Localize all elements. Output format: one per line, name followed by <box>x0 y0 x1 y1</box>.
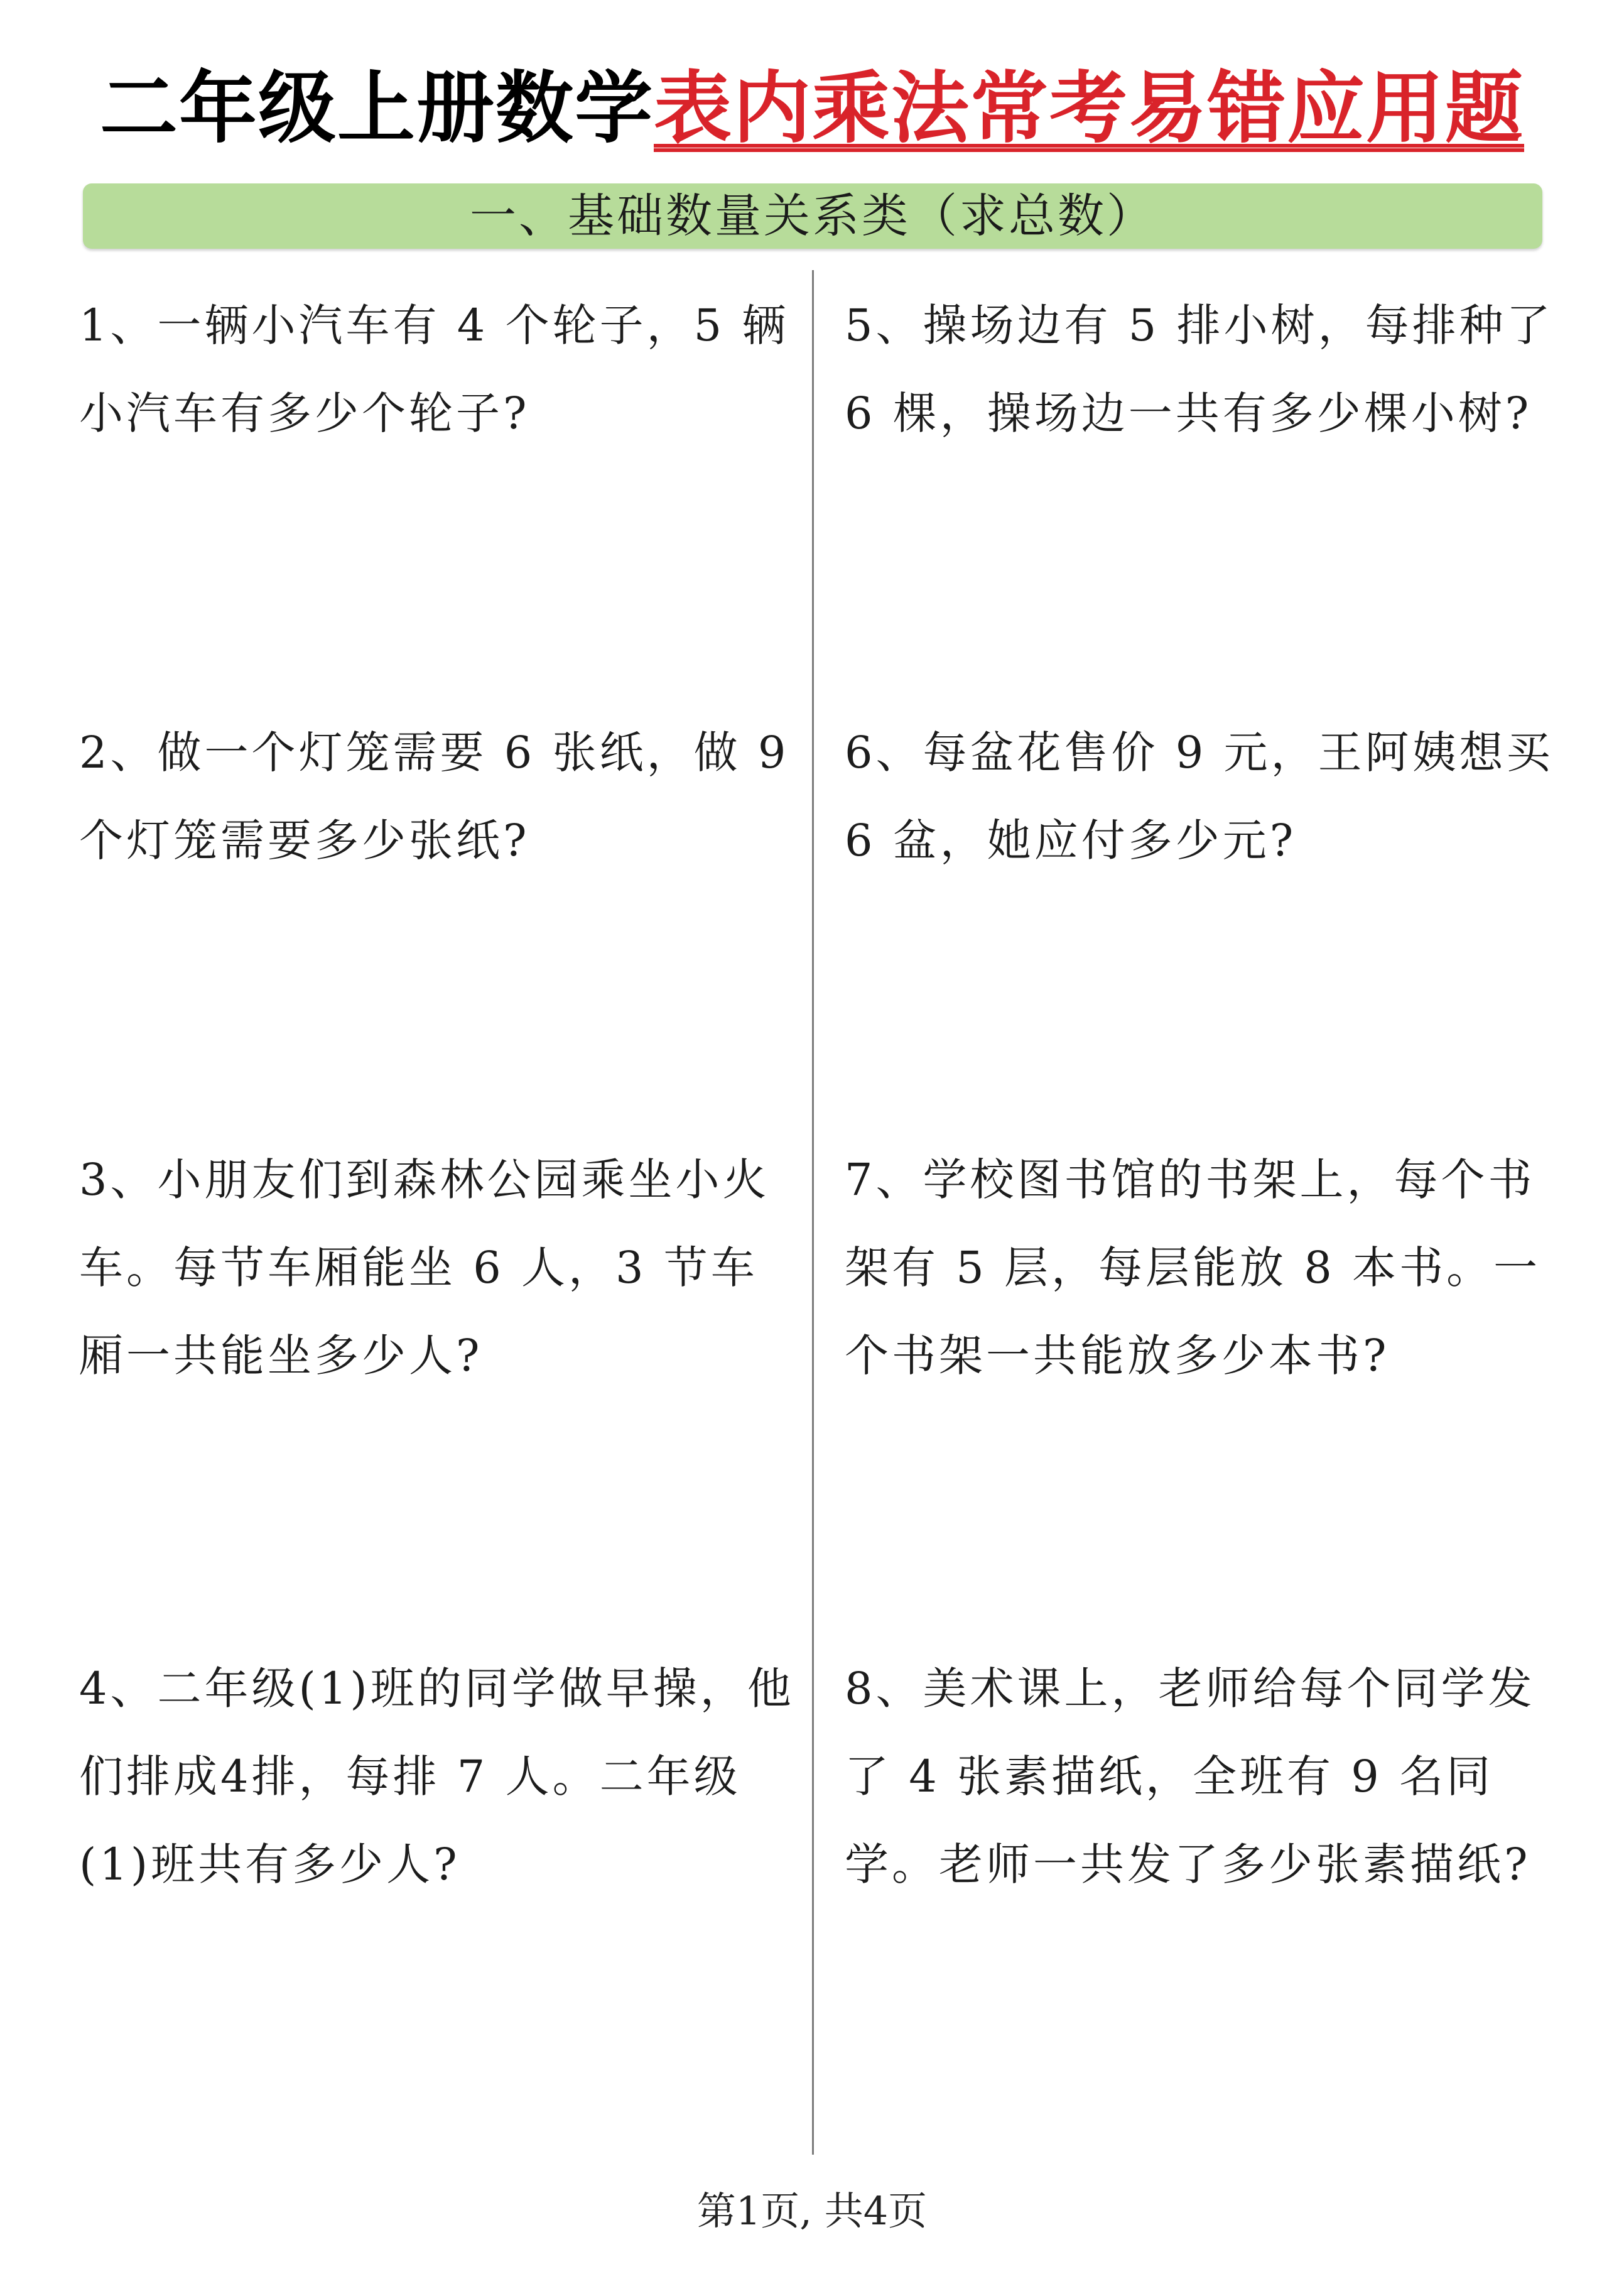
page-number: 第1页, 共4页 <box>696 2188 928 2234</box>
page-title <box>0 55 1624 162</box>
column-divider <box>812 270 814 2155</box>
page-title-grade: 二年级上册数学 <box>99 63 654 154</box>
question-3: 3、小朋友们到森林公园乘坐小火车。每节车厢能坐 6 人，3 节车厢一共能坐多少人? <box>79 1154 770 1381</box>
section-heading: 一、基础数量关系类（求总数） <box>83 183 1542 249</box>
question-2: 2、做一个灯笼需要 6 张纸，做 9 个灯笼需要多少张纸? <box>79 727 789 866</box>
question-5: 5、操场边有 5 排小树，每排种了 6 棵，操场边一共有多少棵小树? <box>845 300 1554 439</box>
question-7: 7、学校图书馆的书架上，每个书架有 5 层，每层能放 8 本书。一个书架一共能放多少本书? <box>845 1154 1541 1381</box>
question-6: 6、每盆花售价 9 元，王阿姨想买 6 盆，她应付多少元? <box>845 727 1554 866</box>
question-1: 1、一辆小汽车有 4 个轮子，5 辆小汽车有多少个轮子? <box>79 300 789 439</box>
question-4: 4、二年级(1)班的同学做早操，他们排成4排，每排 7 人。二年级(1)班共有多少人? <box>79 1663 794 1890</box>
page-title-topic: 表内乘法常考易错应用题 <box>654 63 1525 154</box>
question-8: 8、美术课上，老师给每个同学发了 4 张素描纸，全班有 9 名同学。老师一共发了多少张素描纸? <box>845 1663 1535 1890</box>
